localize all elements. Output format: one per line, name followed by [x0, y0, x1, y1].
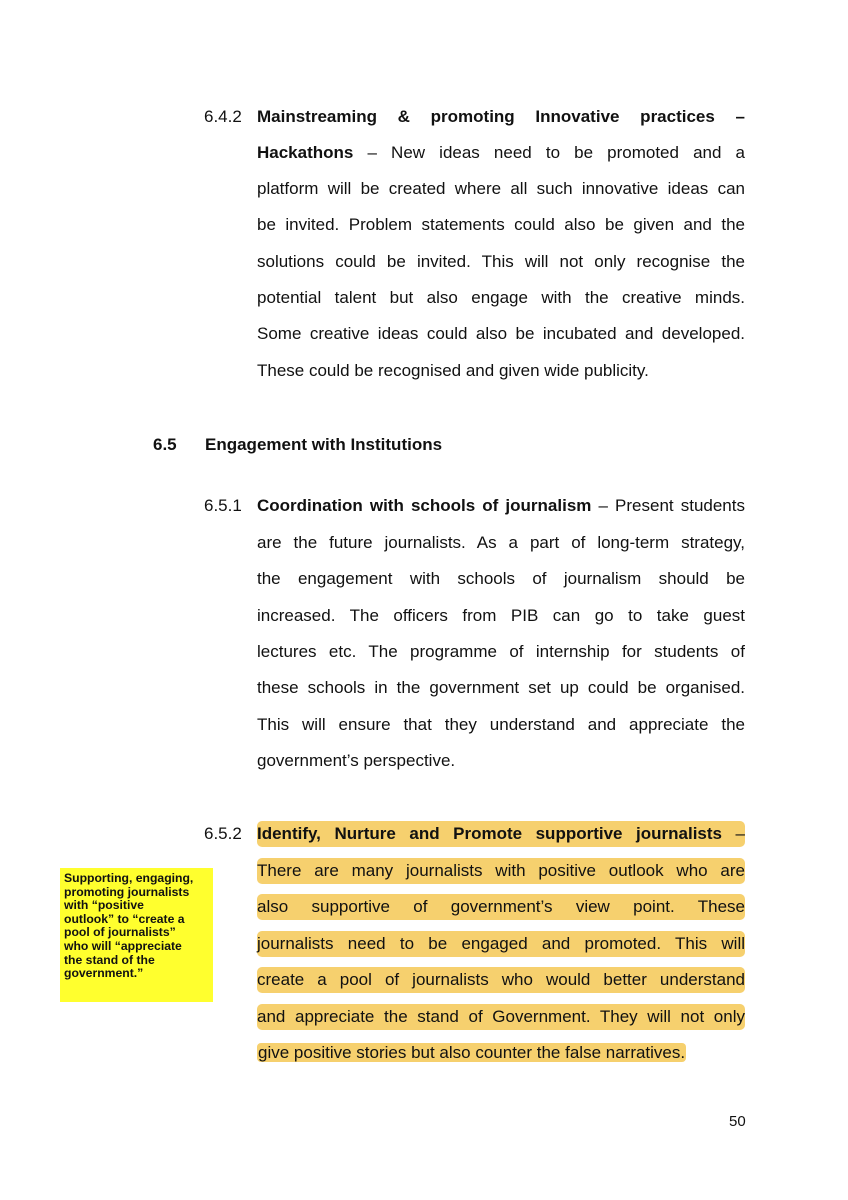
annotation-line: Supporting, engaging, — [64, 871, 194, 885]
paragraph-line: are the future journalists. As a part of long-term strategy, — [257, 533, 745, 552]
paragraph-line: This will ensure that they understand and appreciate the — [257, 715, 745, 734]
paragraph-line: increased. The officers from PIB can go to take guest — [257, 606, 745, 625]
page-number: 50 — [729, 1113, 746, 1130]
subsection-number-652: 6.5.2 — [204, 824, 242, 843]
highlighted-line: There are many journalists with positive outlook who are — [257, 858, 745, 884]
paragraph-line: the engagement with schools of journalism should be — [257, 569, 745, 588]
paragraph-line: potential talent but also engage with the creative minds. — [257, 288, 745, 307]
annotation-line: promoting journalists — [64, 884, 190, 899]
annotation-line: with “positive — [64, 898, 144, 913]
annotation-line: outlook” to “create a — [64, 911, 185, 926]
paragraph-line: platform will be created where all such innovative ideas can — [257, 179, 745, 198]
subsection-title-642: Mainstreaming & promoting Innovative practices – — [257, 107, 745, 126]
paragraph-line: government’s perspective. — [257, 751, 456, 770]
annotation-line: who will “appreciate — [64, 938, 182, 953]
section-number-65: 6.5 — [153, 435, 177, 454]
highlighted-line: Identify, Nurture and Promote supportive journalists – — [257, 821, 745, 847]
paragraph-line: lectures etc. The programme of internship for students of — [257, 642, 745, 661]
highlighted-line: create a pool of journalists who would better understand — [257, 967, 745, 993]
annotation-line: government.” — [64, 966, 144, 981]
paragraph-line: Hackathons – New ideas need to be promoted and a — [257, 143, 745, 162]
highlighted-line: journalists need to be engaged and promoted. This will — [257, 931, 745, 957]
annotation-line: the stand of the — [64, 952, 155, 967]
paragraph-line: These could be recognised and given wide publicity. — [257, 361, 649, 380]
highlighted-line: and appreciate the stand of Government. They will not only — [257, 1004, 745, 1030]
margin-annotation — [60, 868, 213, 1002]
annotation-line: pool of journalists” — [64, 925, 176, 940]
paragraph-line: Some creative ideas could also be incubated and developed. — [257, 324, 745, 343]
highlighted-line: also supportive of government’s view point. These — [257, 894, 745, 920]
highlighted-line-last: give positive stories but also counter the false narratives. — [258, 1043, 686, 1062]
subsection-number-651: 6.5.1 — [204, 496, 242, 515]
section-title-65: Engagement with Institutions — [205, 435, 443, 454]
paragraph-line: be invited. Problem statements could also be given and the — [257, 215, 745, 234]
subsection-number-642: 6.4.2 — [204, 107, 242, 126]
paragraph-line: these schools in the government set up could be organised. — [257, 678, 745, 697]
paragraph-line: solutions could be invited. This will not only recognise the — [257, 252, 745, 271]
paragraph-line: Coordination with schools of journalism – Present students — [257, 496, 745, 515]
